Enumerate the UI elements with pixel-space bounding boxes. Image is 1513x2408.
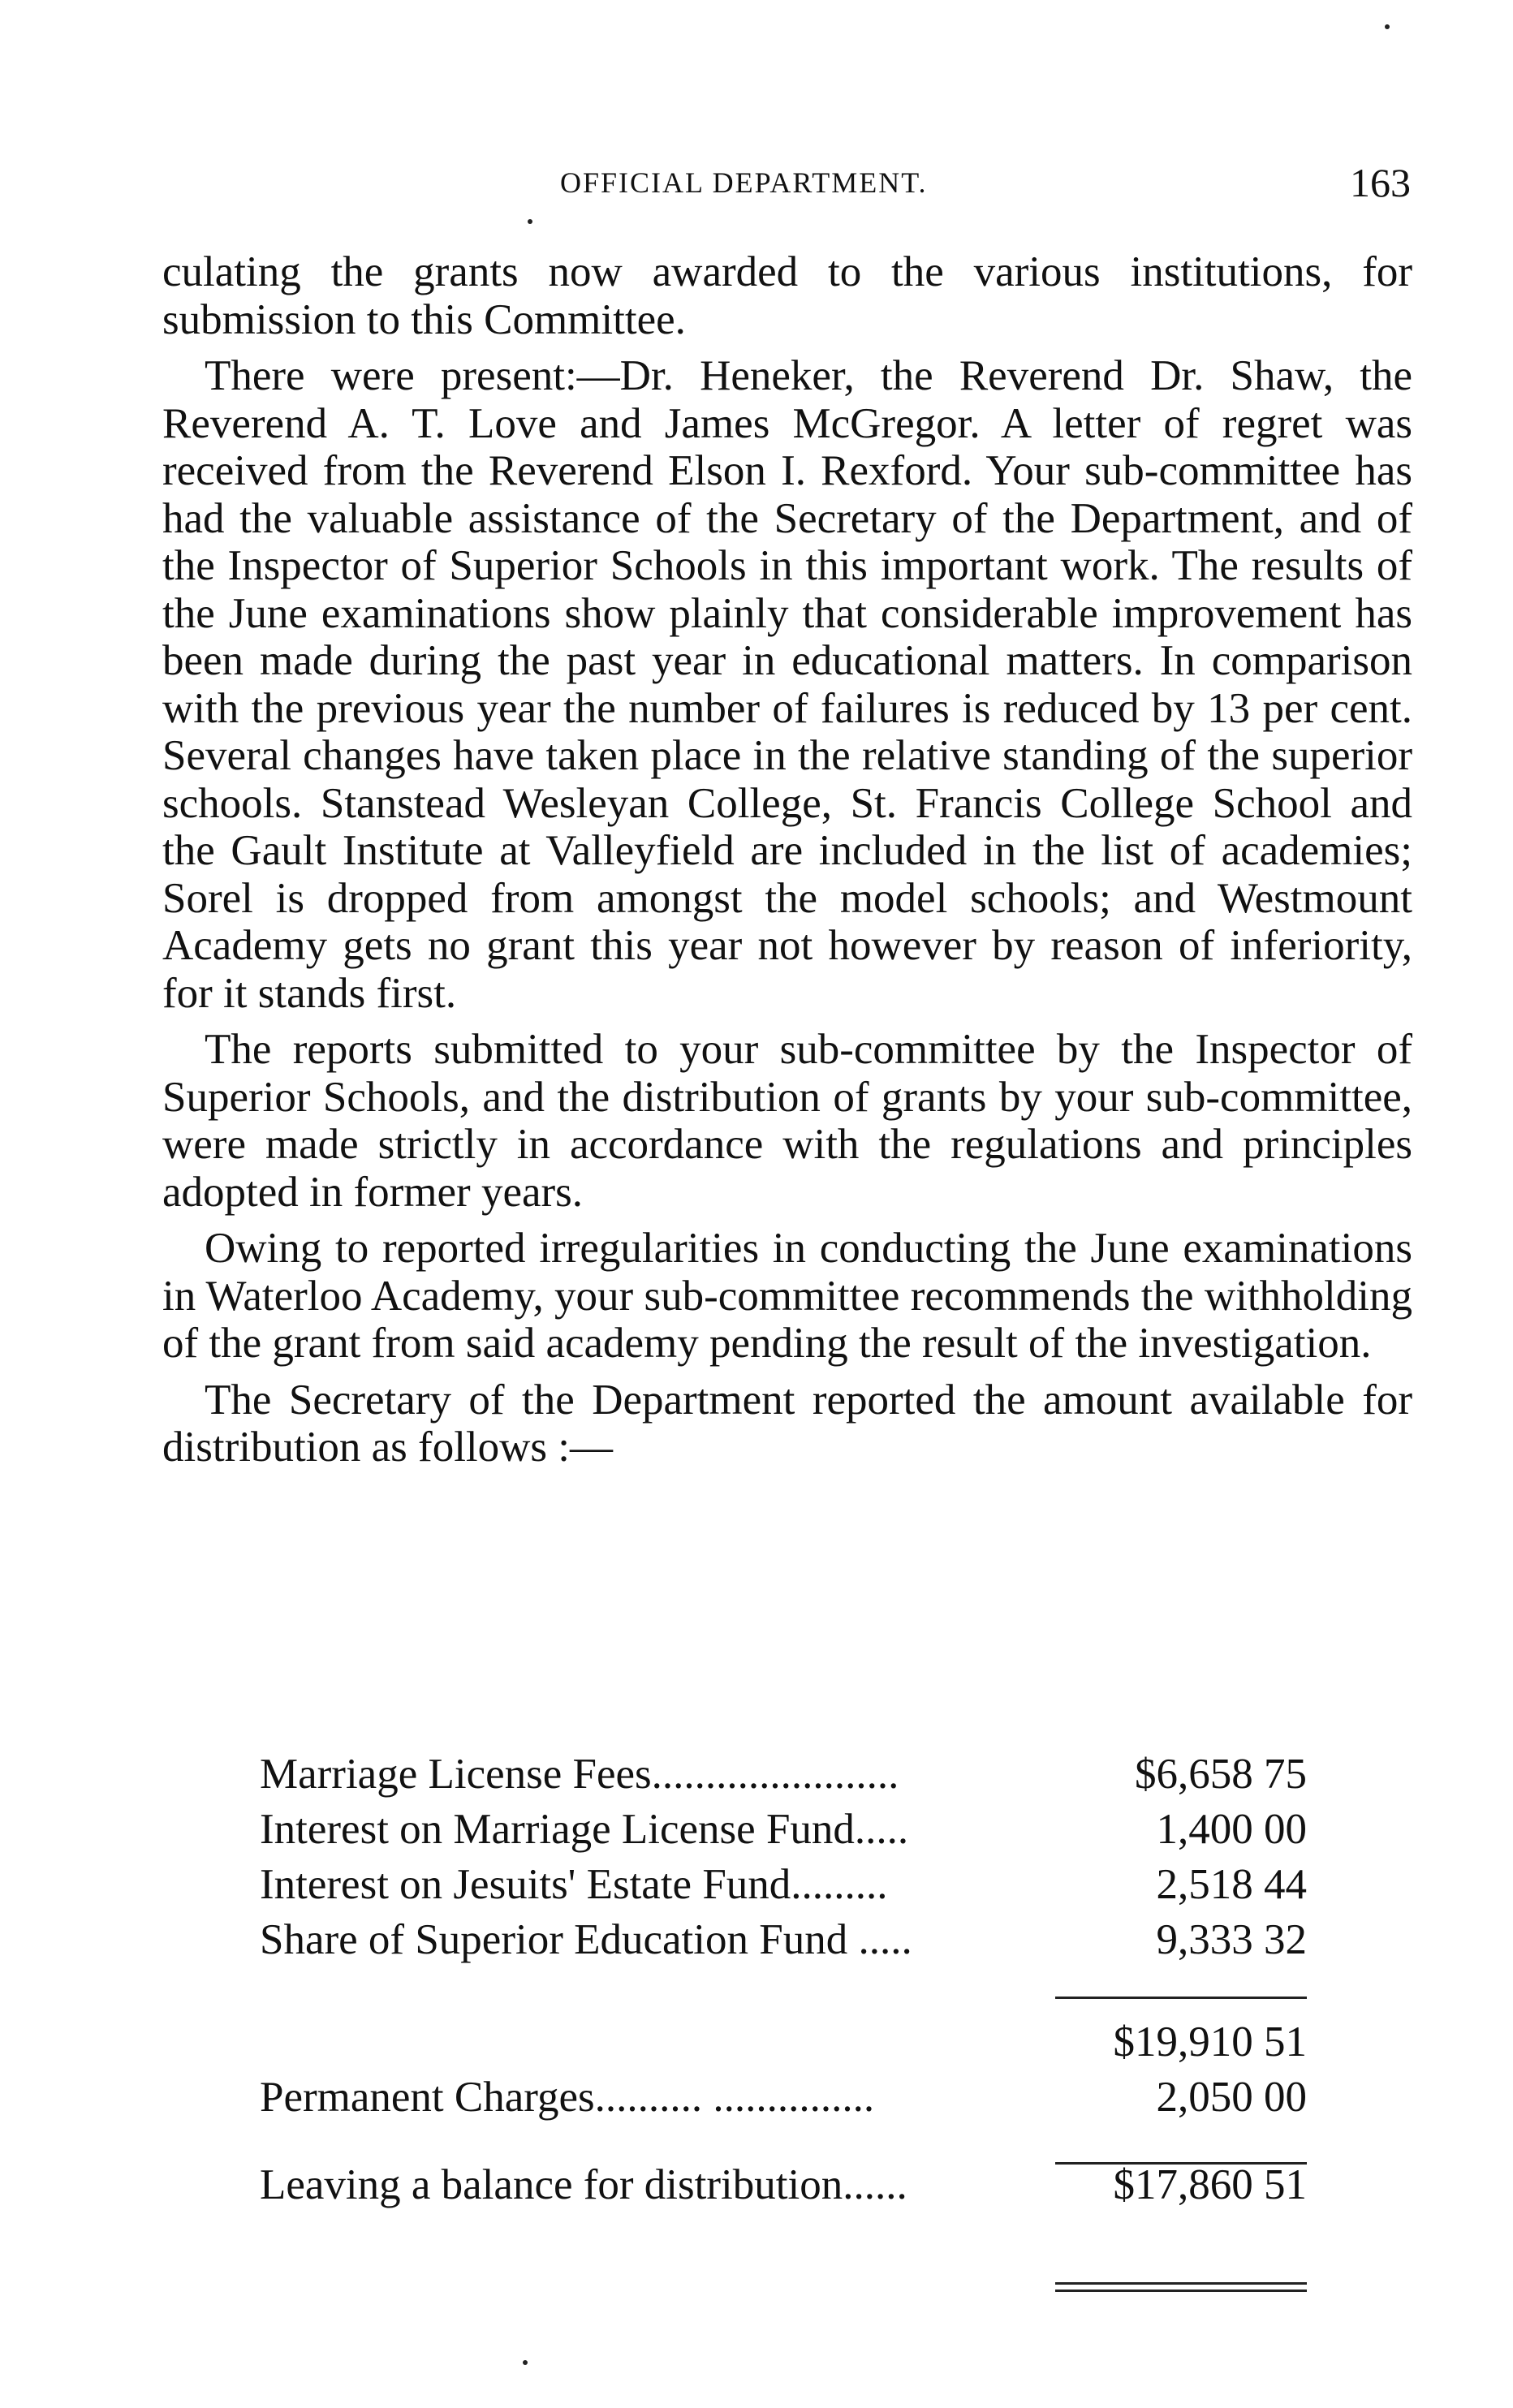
ledger-label: Marriage License Fees....................... (260, 1751, 899, 1798)
ledger-subtotal-amount: $19,910 51 (1113, 2018, 1307, 2066)
ledger-amount: $6,658 75 (1135, 1751, 1307, 1798)
print-speck (523, 2360, 528, 2365)
running-title: OFFICIAL DEPARTMENT. (560, 166, 928, 199)
ledger-label: Share of Superior Education Fund ..... (260, 1916, 912, 1963)
page-number: 163 (1350, 160, 1411, 205)
paragraph: culating the grants now awarded to the various institutions, for submission to this Committee. (162, 248, 1412, 343)
ledger-label: Interest on Jesuits' Estate Fund......... (260, 1861, 888, 1908)
ledger-charges-row (260, 2070, 1307, 2125)
ledger-row (260, 1802, 1307, 1857)
body-text (162, 248, 1412, 1480)
paragraph: The reports submitted to your sub-committee by the Inspector of Superior Schools, and the distribution of grants by your sub-committee, were made strictly in accordance with the regulations and principles adopted in former years. (162, 1026, 1412, 1216)
paragraph: The Secretary of the Department reported the amount available for distribution as follows :— (162, 1376, 1412, 1471)
running-head (0, 159, 1513, 205)
funds-ledger (260, 1747, 1307, 2212)
ledger-balance-row (260, 2157, 1307, 2212)
ledger-balance-amount: $17,860 51 (1113, 2161, 1307, 2208)
sum-rule (1055, 1997, 1307, 1999)
paragraph: Owing to reported irregularities in conducting the June examinations in Waterloo Academy, your sub-committee recommends the withholding of the grant from said academy pending the result of the investigation. (162, 1225, 1412, 1367)
ledger-amount: 9,333 32 (1156, 1916, 1307, 1963)
print-speck (1385, 24, 1390, 29)
ledger-row (260, 1912, 1307, 1967)
ledger-row (260, 1747, 1307, 1802)
paragraph: There were present:—Dr. Heneker, the Reverend Dr. Shaw, the Reverend A. T. Love and James McGregor. A letter of regret was received from the Reverend Elson I. Rexford. Your sub-committee has had the valuable assistance of the Secretary of the Department, and of the Inspector of Superior Schools in this important work. The results of the June examinations show plainly that considerable improvement has been made during the past year in educational matters. In comparison with the previous year the number of failures is reduced by 13 per cent. Several changes have taken place in the relative standing of the superior schools. Stanstead Wesleyan College, St. Francis College School and the Gault Institute at Valleyfield are included in the list of academies; Sorel is dropped from amongst the model schools; and Westmount Academy gets no grant this year not however by reason of inferiority, for it stands first. (162, 352, 1412, 1017)
ledger-label: Interest on Marriage License Fund..... (260, 1806, 909, 1853)
print-speck (528, 219, 532, 224)
ledger-row (260, 1857, 1307, 1912)
ledger-amount: 2,518 44 (1156, 1861, 1307, 1908)
total-double-rule (1055, 2282, 1307, 2292)
ledger-amount: 1,400 00 (1156, 1806, 1307, 1853)
ledger-subtotal-row (260, 2014, 1307, 2070)
ledger-charges-amount: 2,050 00 (1156, 2074, 1307, 2121)
ledger-charges-label: Permanent Charges.......... ............... (260, 2074, 875, 2121)
ledger-balance-label: Leaving a balance for distribution...... (260, 2161, 907, 2208)
